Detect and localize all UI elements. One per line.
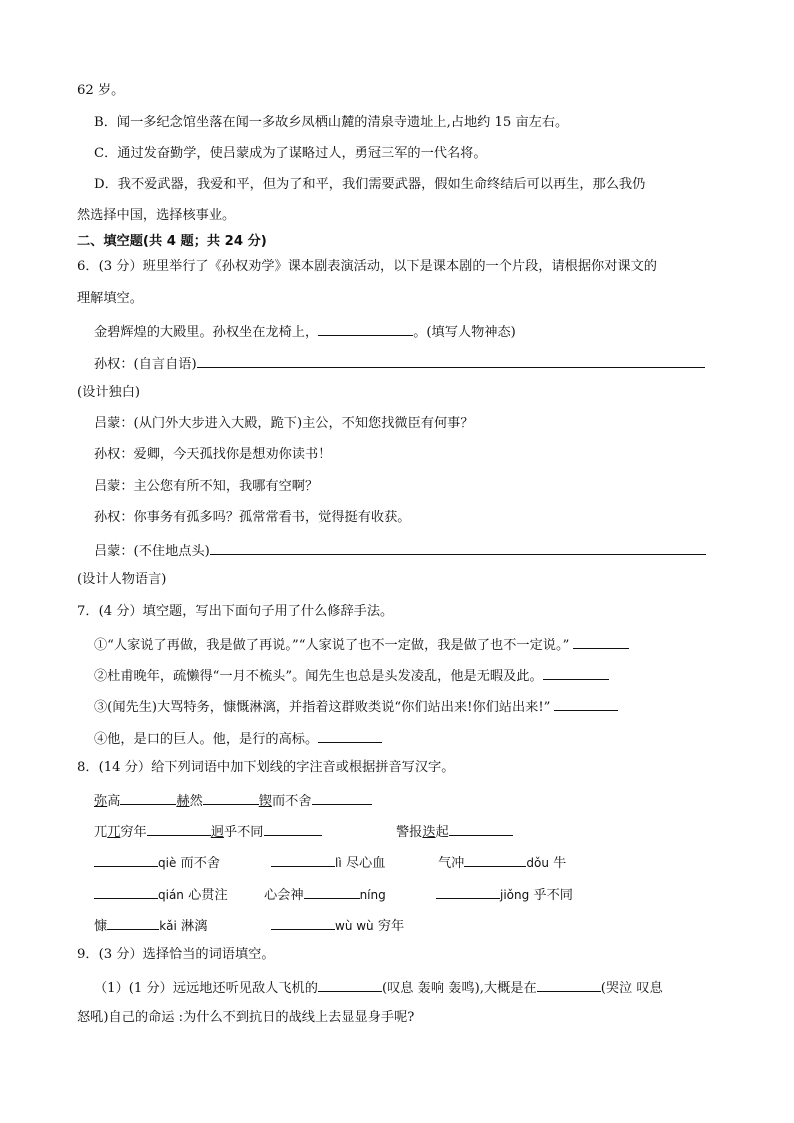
q8-pinyin: wù wù [335, 919, 374, 933]
q8-pinyin: qiè [158, 856, 177, 870]
q8-word-rest: 穷年 [373, 919, 405, 934]
q8-pinyin: dǒu [526, 856, 549, 870]
q8-answer-blank[interactable] [271, 852, 335, 867]
q5-option-c: C．通过发奋勤学，使吕蒙成为了谋略过人，勇冠三军的一代名将。 [94, 146, 487, 161]
q9-answer-blank-2[interactable] [537, 977, 601, 992]
q8-underlined-char: 弥 [94, 794, 108, 809]
q6-answer-blank-monologue[interactable] [197, 353, 705, 368]
q5-option-d-line1: D．我不爱武器，我爱和平，但为了和平，我们需要武器，假如生命终结后可以再生，那么我仍 [94, 177, 646, 192]
q8-word-rest: 乎不同 [223, 825, 264, 840]
q8-word-rest: 牛 [548, 856, 567, 871]
q8-answer-blank[interactable] [107, 915, 159, 930]
q6-answer-blank-language[interactable] [210, 540, 706, 555]
q6-dialogue-line: 孙权：你事务有孤多吗？孤常常看书，觉得挺有收获。 [94, 510, 411, 525]
q7-stem: 7．(4 分）填空题，写出下面句子用了什么修辞手法。 [77, 604, 394, 619]
q5-tail-text: 62 岁。 [77, 83, 125, 98]
q8-word-rest: 高 [107, 794, 121, 809]
q8-row-5-col-1 [94, 915, 207, 936]
q7-sentence-3-text: ③(闻先生)大骂特务，慷慨淋漓，并指着这群败类说“你们站出来!你们站出来!” [94, 700, 551, 715]
q8-row-4-col-1 [94, 884, 228, 905]
q8-word-rest: 而不舍 [176, 856, 221, 871]
q8-answer-blank[interactable] [271, 915, 335, 930]
q8-word-prefix: 警报 [396, 825, 423, 840]
q8-row-3-col-1 [94, 852, 220, 873]
q6-stem-line1: 6．(3 分）班里举行了《孙权劝学》课本剧表演活动，以下是课本剧的一个片段，请根据你对课文的 [77, 259, 657, 274]
q8-row-2 [94, 821, 322, 842]
q7-answer-blank-3[interactable] [554, 696, 618, 711]
q8-answer-blank[interactable] [147, 821, 211, 836]
q7-sentence-2 [94, 665, 609, 686]
q9-part1-options-1: (叹息 轰响 轰鸣),大概是在 [381, 981, 537, 996]
q8-row-2-col-3 [396, 821, 513, 842]
q8-answer-blank[interactable] [312, 790, 372, 805]
q6-monologue-label: 孙权：(自言自语) [94, 357, 197, 372]
q8-word-rest: 乎不同 [529, 888, 573, 903]
q8-answer-blank[interactable] [120, 790, 176, 805]
q6-line-scene [94, 321, 516, 342]
q6-scene-hint: 。(填写人物神态) [413, 325, 516, 340]
q5-option-d-line2: 然选择中国，选择核事业。 [77, 208, 236, 223]
q8-word-prefix: 兀 [94, 825, 108, 840]
q8-underlined-char: 兀 [107, 825, 121, 840]
q8-word-rest: 尽心血 [341, 856, 386, 871]
q9-part1-text: （1）(1 分）远远地还听见敌人飞机的 [94, 981, 318, 996]
q7-sentence-4 [94, 728, 382, 749]
q8-word-rest: 起 [435, 825, 449, 840]
q8-pinyin: kǎi [159, 919, 177, 933]
q8-row-1 [94, 790, 372, 811]
q8-stem: 8．(14 分）给下列词语中加下划线的字注音或根据拼音写汉字。 [77, 760, 455, 775]
section-heading: 二、填空题(共 4 题；共 24 分) [77, 234, 267, 249]
q8-underlined-char: 迥 [210, 825, 224, 840]
q6-line-nod [94, 540, 706, 561]
q8-word-rest: 心贯注 [183, 888, 228, 903]
q6-scene-text: 金碧辉煌的大殿里。孙权坐在龙椅上， [94, 325, 319, 340]
q5-option-b: B．闻一多纪念馆坐落在闻一多故乡凤栖山麓的清泉寺遗址上,占地约 15 亩左右。 [94, 115, 569, 130]
q6-stem-line2: 理解填空。 [77, 291, 143, 306]
q8-pinyin: qián [158, 888, 184, 902]
q9-part1-line1 [94, 977, 663, 998]
q8-word-prefix: 气冲 [438, 856, 465, 871]
q6-dialogue-line: 吕蒙：(从门外大步进入大殿，跪下)主公，不知您找微臣有何事？ [94, 416, 474, 431]
q8-row-5-col-2 [271, 915, 404, 936]
q8-answer-blank[interactable] [436, 884, 500, 899]
q8-word-prefix: 心会神 [264, 888, 304, 903]
q7-sentence-1 [94, 634, 629, 655]
q6-dialogue-line: 吕蒙：主公您有所不知，我哪有空啊？ [94, 479, 319, 494]
q8-row-3-col-2 [271, 852, 385, 873]
q7-sentence-4-text: ④他，是口的巨人。他，是行的高标。 [94, 732, 319, 747]
q9-part1-line2: 怒吼)自己的命运 :为什么不到抗日的战线上去显显身手呢? [77, 1010, 415, 1025]
q8-row-4-col-3 [436, 884, 573, 905]
q8-underlined-char: 赫 [176, 794, 190, 809]
q7-sentence-2-text: ②杜甫晚年，疏懒得“一月不梳头”。闻先生也总是头发凌乱，他是无暇及此。 [94, 669, 543, 684]
q8-underlined-char: 锲 [258, 794, 272, 809]
q6-answer-blank-expression[interactable] [318, 321, 413, 336]
q6-monologue-hint: (设计独白) [77, 385, 141, 400]
q8-underlined-char: 迭 [422, 825, 436, 840]
q6-nod-label: 吕蒙：(不住地点头) [94, 544, 210, 559]
q8-answer-blank[interactable] [304, 884, 360, 899]
q8-row-4-col-2 [264, 884, 386, 905]
q8-word-rest: 穷年 [120, 825, 147, 840]
q9-stem: 9．(3 分）选择恰当的词语填空。 [77, 947, 275, 962]
q7-answer-blank-1[interactable] [573, 634, 629, 649]
q9-part1-options-2: (哭泣 叹息 [600, 981, 663, 996]
q8-pinyin: lì [335, 856, 342, 870]
q8-pinyin: níng [359, 888, 386, 902]
q7-sentence-3 [94, 696, 618, 717]
q8-answer-blank[interactable] [264, 821, 322, 836]
q9-answer-blank-1[interactable] [318, 977, 382, 992]
q8-word-rest: 然 [189, 794, 203, 809]
q6-line-monologue [94, 353, 705, 374]
q8-answer-blank[interactable] [203, 790, 259, 805]
q8-answer-blank[interactable] [94, 852, 158, 867]
q8-word-rest: 而不舍 [271, 794, 312, 809]
q8-answer-blank[interactable] [94, 884, 158, 899]
q6-dialogue-line: 孙权：爱卿，今天孤找你是想劝你读书！ [94, 447, 332, 462]
q6-language-hint: (设计人物语言) [77, 572, 167, 587]
q7-answer-blank-2[interactable] [543, 665, 609, 680]
q8-pinyin: jiǒng [500, 888, 530, 902]
q8-answer-blank[interactable] [449, 821, 513, 836]
q8-answer-blank[interactable] [464, 852, 526, 867]
q8-word-rest: 淋漓 [176, 919, 208, 934]
q8-word-prefix: 慷 [94, 919, 108, 934]
q8-row-3-col-3 [438, 852, 566, 873]
q7-answer-blank-4[interactable] [318, 728, 382, 743]
q7-sentence-1-text: ①“人家说了再做，我是做了再说。”“人家说了也不一定做，我是做了也不一定说。” [94, 638, 570, 653]
